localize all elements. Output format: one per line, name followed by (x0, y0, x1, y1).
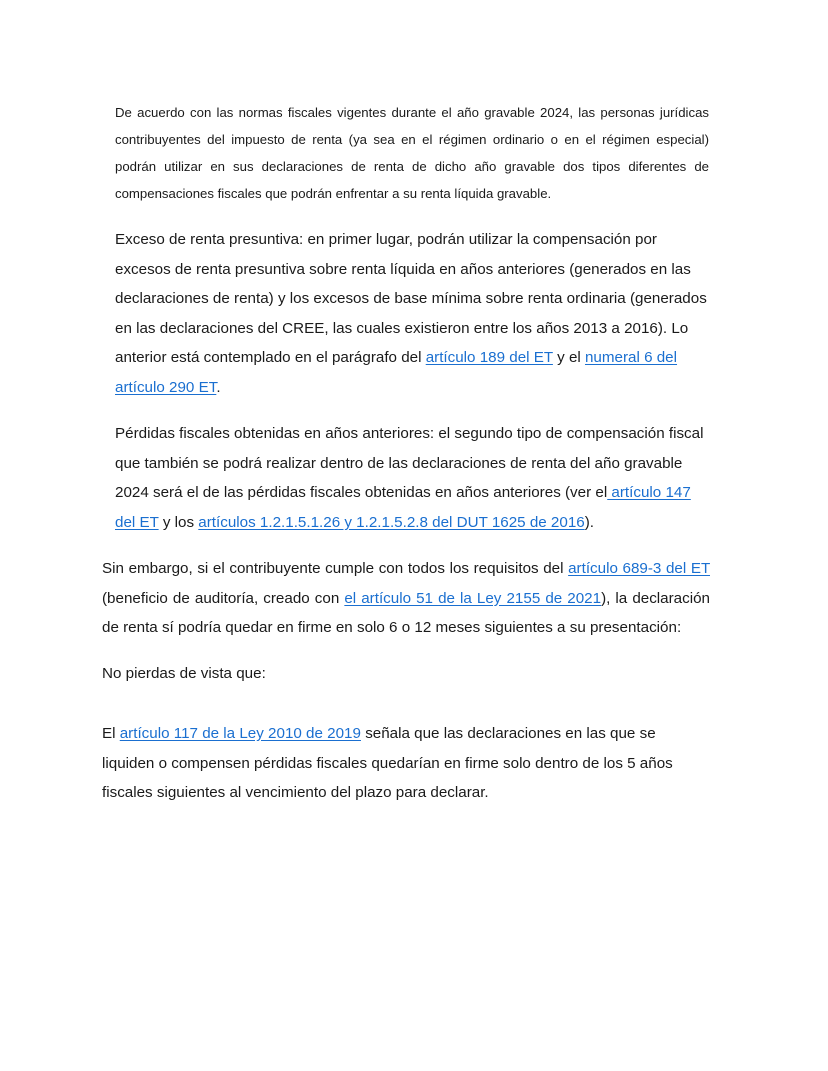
link-articulos-dut-1625[interactable]: artículos 1.2.1.5.1.26 y 1.2.1.5.2.8 del DUT 1625 de 2016 (198, 513, 585, 531)
link-articulo-117-ley-2010[interactable]: artículo 117 de la Ley 2010 de 2019 (119, 725, 361, 742)
paragraph-text: y los (158, 513, 199, 531)
link-articulo-189-et[interactable]: artículo 189 del ET (425, 349, 553, 367)
paragraph-text: Sin embargo, si el contribuyente cumple con todos los requisitos del (102, 560, 569, 577)
link-numeral-6-articulo-290-et[interactable]: numeral 6 del artículo 290 ET (115, 349, 678, 396)
reminder-heading: No pierdas de vista que: (102, 665, 266, 682)
paragraph-text: ). (584, 513, 594, 531)
intro-paragraph: De acuerdo con las normas fiscales vigentes durante el año gravable 2024, las personas jurídicas contribuyentes del impuesto de renta (ya sea en el régimen ordinario o en el régimen especial) podrán utilizar en sus declaraciones de renta de dicho año gravable dos tipos diferentes de compensaciones fiscales que podrán enfrentar a su renta líquida gravable. (115, 105, 709, 201)
tax-losses-paragraph (115, 419, 713, 537)
paragraph-text: El (102, 725, 120, 742)
presumptive-income-paragraph (115, 225, 713, 403)
paragraph-text: señala que las declaraciones en las que se liquiden o compensen pérdidas fiscales quedarían en firme solo dentro de los 5 años fiscales siguientes al vencimiento del plazo para declarar. (102, 725, 673, 802)
paragraph-text: y el (552, 349, 585, 367)
paragraph-text: . (216, 378, 221, 396)
law-2010-paragraph (102, 719, 710, 808)
paragraph-text: Pérdidas fiscales obtenidas en años anteriores: el segundo tipo de compensación fiscal que también se podrá realizar dentro de las declaraciones de renta del año gravable 2024 será el de las pérdidas fiscales obtenidas en años anteriores (ver el (115, 425, 704, 502)
paragraph-text: Exceso de renta presuntiva: en primer lugar, podrán utilizar la compensación por excesos de renta presuntiva sobre renta líquida en años anteriores (generados en las declaraciones de renta) y los excesos de base mínima sobre renta ordinaria (generados en las declaraciones del CREE, las cuales existieron entre los años 2013 a 2016). Lo anterior está contemplado en el parágrafo del (115, 231, 707, 367)
link-articulo-51-ley-2155[interactable]: el artículo 51 de la Ley 2155 de 2021 (344, 589, 602, 607)
link-articulo-147-et[interactable]: artículo 147 del ET (115, 484, 691, 531)
paragraph-text: ), la declaración de renta sí podría quedar en firme en solo 6 o 12 meses siguientes a su presentación: (102, 589, 710, 637)
audit-benefit-paragraph (102, 554, 710, 643)
paragraph-text: (beneficio de auditoría, creado con (102, 589, 345, 607)
link-articulo-689-3-et[interactable]: artículo 689-3 del ET (568, 560, 710, 577)
